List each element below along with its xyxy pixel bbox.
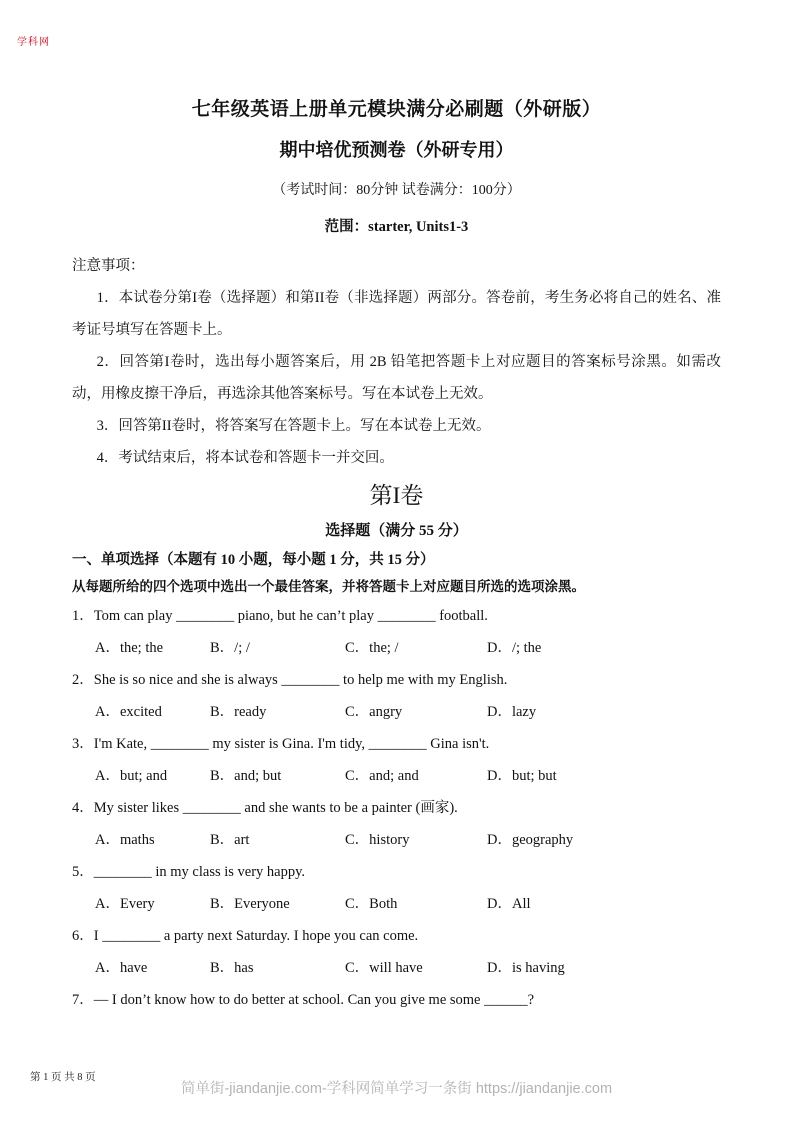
option-3-A: A．but; and bbox=[95, 768, 168, 784]
multiple-choice-section-title: 选择题（满分 55 分） bbox=[325, 523, 468, 539]
corner-brand-mark: 学科网 bbox=[17, 37, 50, 48]
note-item-3: 3．回答第II卷时，将答案写在答题卡上。写在本试卷上无效。 bbox=[96, 418, 491, 434]
part1-title: 第I卷 bbox=[369, 483, 424, 508]
option-1-B: B．/; / bbox=[210, 640, 250, 656]
question-list bbox=[72, 600, 721, 1016]
option-2-B: B．ready bbox=[210, 704, 267, 720]
option-4-C: C．history bbox=[345, 832, 410, 848]
option-5-D: D．All bbox=[487, 896, 531, 912]
question-stem-3: 3．I'm Kate, ________ my sister is Gina. I'm tidy, ________ Gina isn't. bbox=[72, 736, 490, 752]
option-6-C: C．will have bbox=[345, 960, 423, 976]
option-5-B: B．Everyone bbox=[210, 896, 290, 912]
question-stem-2: 2．She is so nice and she is always ________ to help me with my English. bbox=[72, 672, 508, 688]
note-item-4: 4．考试结束后，将本试卷和答题卡一并交回。 bbox=[96, 450, 394, 466]
notes-title: 注意事项： bbox=[72, 258, 145, 274]
question-options-1 bbox=[72, 632, 721, 664]
option-3-B: B．and; but bbox=[210, 768, 282, 784]
question-stem-4: 4．My sister likes ________ and she wants to be a painter (画家). bbox=[72, 800, 458, 816]
option-3-C: C．and; and bbox=[345, 768, 419, 784]
question-options-4 bbox=[72, 824, 721, 856]
question-options-5 bbox=[72, 888, 721, 920]
option-4-B: B．art bbox=[210, 832, 250, 848]
option-6-D: D．is having bbox=[487, 960, 565, 976]
option-6-B: B．has bbox=[210, 960, 254, 976]
option-1-D: D．/; the bbox=[487, 640, 542, 656]
question-stem-7: 7．— I don’t know how to do better at school. Can you give me some ______? bbox=[72, 992, 535, 1008]
exam-time-score-info: （考试时间：80分钟 试卷满分：100分） bbox=[272, 183, 521, 198]
option-6-A: A．have bbox=[95, 960, 148, 976]
question-options-6 bbox=[72, 952, 721, 984]
question-stem-5: 5．________ in my class is very happy. bbox=[72, 864, 306, 880]
notes-list bbox=[72, 282, 721, 474]
question-stem-6: 6．I ________ a party next Saturday. I hope you can come. bbox=[72, 928, 419, 944]
question-stem-1: 1．Tom can play ________ piano, but he can’t play ________ football. bbox=[72, 608, 488, 624]
option-2-C: C．angry bbox=[345, 704, 403, 720]
exam-title: 七年级英语上册单元模块满分必刷题（外研版） bbox=[191, 99, 602, 120]
footer-watermark: 简单街-jiandanjie.com-学科网简单学习一条街 https://jiandanjie.com bbox=[180, 1081, 613, 1097]
option-1-C: C．the; / bbox=[345, 640, 399, 656]
note-item-2: 2．回答第I卷时，选出每小题答案后，用 2B 铅笔把答题卡上对应题目的答案标号涂黑。如需改动，用橡皮擦干净后，再选涂其他答案标号。写在本试卷上无效。 bbox=[72, 354, 721, 402]
exam-scope: 范围：starter, Units1-3 bbox=[324, 219, 469, 235]
exam-subtitle: 期中培优预测卷（外研专用） bbox=[279, 140, 514, 160]
footer-page-number: 第 1 页 共 8 页 bbox=[30, 1072, 96, 1083]
option-4-D: D．geography bbox=[487, 832, 574, 848]
option-5-C: C．Both bbox=[345, 896, 398, 912]
option-4-A: A．maths bbox=[95, 832, 155, 848]
section1-instruction: 从每题所给的四个选项中选出一个最佳答案，并将答题卡上对应题目所选的选项涂黑。 bbox=[72, 579, 585, 594]
option-3-D: D．but; but bbox=[487, 768, 557, 784]
option-1-A: A．the; the bbox=[95, 640, 164, 656]
question-options-3 bbox=[72, 760, 721, 792]
option-2-A: A．excited bbox=[95, 704, 162, 720]
option-5-A: A．Every bbox=[95, 896, 155, 912]
section1-heading: 一、单项选择（本题有 10 小题，每小题 1 分，共 15 分） bbox=[72, 552, 435, 568]
question-options-2 bbox=[72, 696, 721, 728]
note-item-1: 1．本试卷分第I卷（选择题）和第II卷（非选择题）两部分。答卷前，考生务必将自己的姓名、准考证号填写在答题卡上。 bbox=[72, 290, 721, 338]
option-2-D: D．lazy bbox=[487, 704, 537, 720]
